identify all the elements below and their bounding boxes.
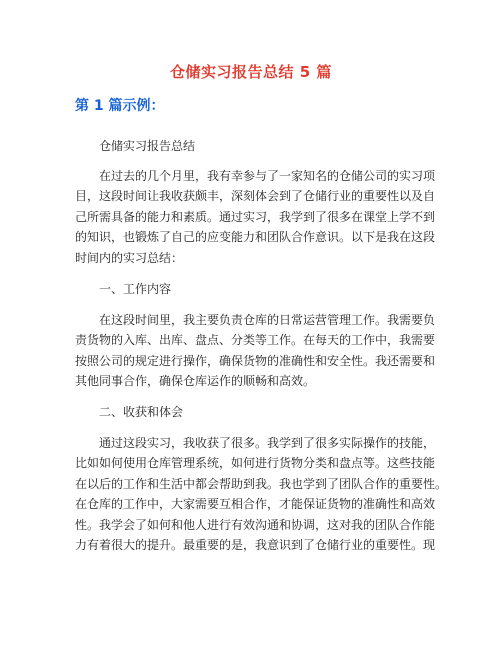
section1-title bbox=[75, 279, 479, 299]
section2-line: 通过这段实习，我收获了很多。我学到了很多实际操作的技能， bbox=[99, 436, 436, 450]
report-title bbox=[75, 136, 479, 156]
section2-paragraph bbox=[75, 433, 455, 555]
intro-line: 目，这段时间让我收获颇丰，深刻体会到了仓储行业的重要性以及自 bbox=[75, 189, 436, 204]
section2-title bbox=[75, 402, 479, 422]
section1-line: 其他同事合作，确保仓库运作的顺畅和高效。 bbox=[75, 374, 316, 389]
section2-line: 力有着很大的提升。最重要的是，我意识到了仓储行业的重要性。现 bbox=[75, 538, 436, 553]
intro-line: 的知识，也锻炼了自己的应变能力和团队合作意识。以下是我在这段 bbox=[75, 230, 436, 245]
section2-title-text: 二、收获和体会 bbox=[99, 405, 184, 419]
example-heading: 第 1 篇示例： bbox=[75, 98, 165, 114]
intro-line: 在过去的几个月里，我有幸参与了一家知名的仓储公司的实习项 bbox=[99, 169, 436, 183]
report-title-text: 仓储实习报告总结 bbox=[99, 139, 196, 153]
intro-line: 己所需具备的能力和素质。通过实习，我学到了很多在课堂上学不到 bbox=[75, 209, 436, 224]
intro-paragraph bbox=[75, 166, 455, 268]
document-title: 仓储实习报告总结 5 篇 bbox=[170, 63, 332, 81]
section1-title-text: 一、工作内容 bbox=[99, 282, 172, 296]
section1-line: 责货物的入库、出库、盘点、分类等工作。在每天的工作中，我需要 bbox=[75, 333, 436, 348]
section2-line: 在以后的工作和生活中都会帮助到我。我也学到了团队合作的重要性。 bbox=[75, 476, 448, 491]
section2-line: 性。我学会了如何和他人进行有效沟通和协调，这对我的团队合作能 bbox=[75, 517, 436, 532]
section2-line: 比如如何使用仓库管理系统，如何进行货物分类和盘点等。这些技能 bbox=[75, 456, 436, 471]
section1-line: 按照公司的规定进行操作，确保货物的准确性和安全性。我还需要和 bbox=[75, 353, 436, 368]
section1-paragraph bbox=[75, 310, 455, 392]
section1-line: 在这段时间里，我主要负责仓库的日常运营管理工作。我需要负 bbox=[99, 313, 436, 327]
intro-line: 时间内的实习总结： bbox=[75, 250, 184, 265]
section2-line: 在仓库的工作中，大家需要互相合作，才能保证货物的准确性和高效 bbox=[75, 497, 436, 512]
